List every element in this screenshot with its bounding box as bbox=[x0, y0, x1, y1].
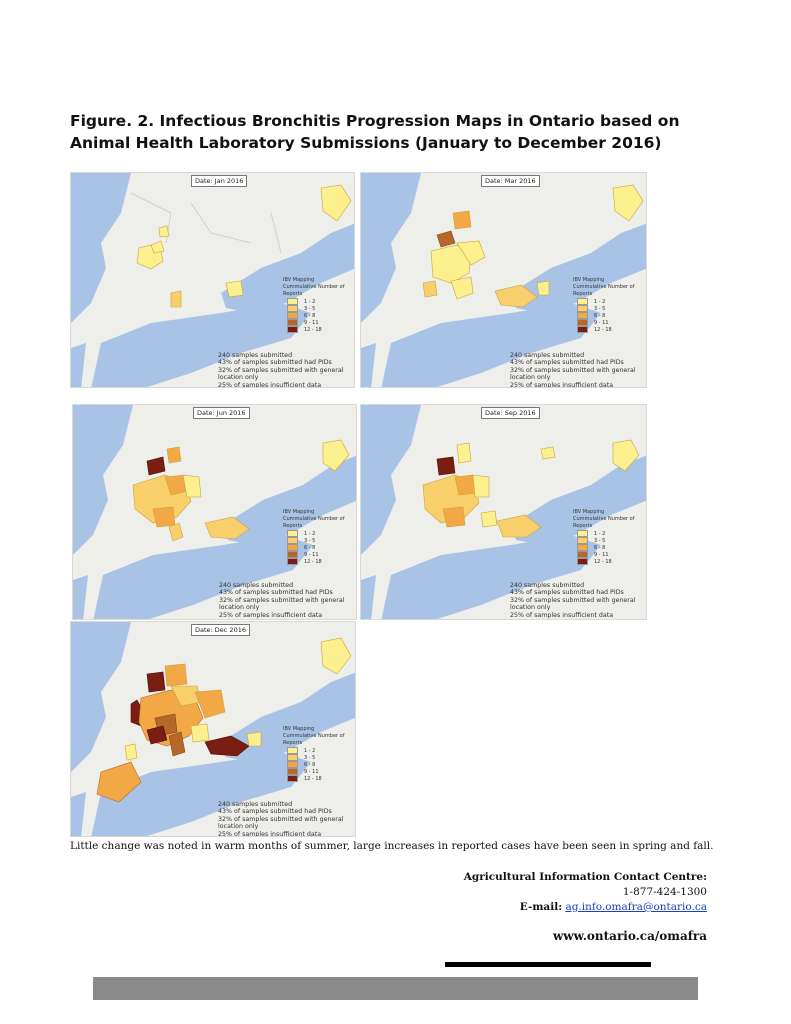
map-dec-2016 bbox=[70, 621, 356, 837]
stats-line: 25% of samples insufficient data bbox=[218, 381, 322, 388]
legend-class-label: 9 - 11 bbox=[304, 551, 319, 558]
legend-class-label: 6 - 8 bbox=[594, 312, 606, 319]
stats-line: 32% of samples submitted with general location only bbox=[510, 366, 636, 382]
legend-class-label: 9 - 11 bbox=[304, 768, 319, 775]
stats-line: 25% of samples insufficient data bbox=[510, 611, 614, 619]
map-date-label: Date: Jan 2016 bbox=[191, 175, 247, 187]
legend-title: IBV Mapping bbox=[573, 277, 605, 283]
legend-class-label: 1 - 2 bbox=[304, 298, 316, 305]
map-legend bbox=[283, 277, 354, 333]
stats-line: 240 samples submitted bbox=[219, 582, 294, 589]
legend-class-label: 6 - 8 bbox=[594, 544, 606, 551]
legend-class-label: 3 - 5 bbox=[304, 305, 316, 312]
map-date-label: Date: Sep 2016 bbox=[481, 407, 540, 419]
stats-line: 240 samples submitted bbox=[218, 801, 293, 808]
legend-class-label: 3 - 5 bbox=[594, 305, 606, 312]
legend-class-label: 12 - 18 bbox=[594, 326, 612, 333]
map-jun-2016 bbox=[72, 404, 357, 620]
contact-phone: 1-877-424-1300 bbox=[622, 886, 707, 898]
map-legend bbox=[573, 277, 646, 333]
map-stats bbox=[218, 352, 354, 388]
stats-line: 43% of samples submitted had PIDs bbox=[219, 589, 333, 597]
website-url: www.ontario.ca/omafra bbox=[552, 929, 707, 943]
map-legend bbox=[283, 726, 355, 782]
stats-line: 240 samples submitted bbox=[510, 352, 585, 359]
legend-class-label: 6 - 8 bbox=[304, 761, 316, 768]
stats-line: 25% of samples insufficient data bbox=[218, 830, 322, 837]
legend-class-label: 12 - 18 bbox=[304, 326, 322, 333]
figure-title: Figure. 2. Infectious Bronchitis Progression Maps in Ontario based on Animal Health Laboratory Submissions (January to December 2016) bbox=[70, 112, 680, 152]
legend-class-label: 3 - 5 bbox=[594, 537, 606, 544]
stats-line: 43% of samples submitted had PIDs bbox=[218, 808, 332, 816]
email-label: E-mail: bbox=[519, 901, 563, 913]
legend-subtitle: Cummulative Number of Reports bbox=[573, 284, 635, 297]
legend-class-label: 6 - 8 bbox=[304, 312, 316, 319]
legend-class-label: 3 - 5 bbox=[304, 754, 316, 761]
map-jan-2016 bbox=[70, 172, 355, 388]
map-legend bbox=[283, 509, 356, 565]
stats-line: 240 samples submitted bbox=[510, 582, 585, 589]
map-stats bbox=[219, 582, 356, 619]
stats-line: 43% of samples submitted had PIDs bbox=[218, 359, 332, 367]
map-stats bbox=[218, 801, 355, 837]
map-sep-2016 bbox=[360, 404, 647, 620]
legend-class-label: 9 - 11 bbox=[304, 319, 319, 326]
map-mar-2016 bbox=[360, 172, 647, 388]
stats-line: 43% of samples submitted had PIDs bbox=[510, 359, 624, 367]
stats-line: 240 samples submitted bbox=[218, 352, 293, 359]
legend-class-label: 9 - 11 bbox=[594, 319, 609, 326]
legend-title: IBV Mapping bbox=[283, 509, 315, 515]
legend-class-label: 1 - 2 bbox=[304, 747, 316, 754]
legend-class-label: 1 - 2 bbox=[304, 530, 316, 537]
legend-class-label: 12 - 18 bbox=[304, 775, 322, 782]
legend-title: IBV Mapping bbox=[283, 277, 315, 283]
map-stats bbox=[510, 352, 646, 388]
contact-heading: Agricultural Information Contact Centre: bbox=[463, 871, 707, 883]
stats-line: 25% of samples insufficient data bbox=[219, 611, 323, 619]
stats-line: 32% of samples submitted with general location only bbox=[510, 596, 636, 612]
map-stats bbox=[510, 582, 646, 619]
figure-caption: Little change was noted in warm months of summer, large increases in reported cases have been seen in spring and fall. bbox=[70, 840, 714, 852]
stats-line: 32% of samples submitted with general location only bbox=[218, 815, 344, 831]
legend-title: IBV Mapping bbox=[573, 509, 605, 515]
contact-block bbox=[464, 870, 707, 915]
email-link[interactable]: ag.info.omafra@ontario.ca bbox=[565, 901, 707, 913]
legend-subtitle: Cummulative Number of Reports bbox=[573, 516, 635, 529]
legend-class-label: 6 - 8 bbox=[304, 544, 316, 551]
legend-subtitle: Cummulative Number of Reports bbox=[283, 733, 345, 746]
legend-subtitle: Cummulative Number of Reports bbox=[283, 284, 345, 297]
legend-class-label: 12 - 18 bbox=[594, 558, 612, 565]
footer-divider bbox=[445, 962, 651, 967]
legend-title: IBV Mapping bbox=[283, 726, 315, 732]
stats-line: 43% of samples submitted had PIDs bbox=[510, 589, 624, 597]
legend-class-label: 9 - 11 bbox=[594, 551, 609, 558]
legend-class-label: 1 - 2 bbox=[594, 530, 606, 537]
legend-class-label: 1 - 2 bbox=[594, 298, 606, 305]
stats-line: 32% of samples submitted with general location only bbox=[218, 366, 344, 382]
map-date-label: Date: Jun 2016 bbox=[193, 407, 250, 419]
map-date-label: Date: Dec 2016 bbox=[191, 624, 250, 636]
footer-band bbox=[93, 977, 698, 1000]
legend-class-label: 3 - 5 bbox=[304, 537, 316, 544]
map-date-label: Date: Mar 2016 bbox=[481, 175, 540, 187]
legend-subtitle: Cummulative Number of Reports bbox=[283, 516, 345, 529]
map-legend bbox=[573, 509, 646, 565]
stats-line: 32% of samples submitted with general location only bbox=[219, 596, 345, 612]
stats-line: 25% of samples insufficient data bbox=[510, 381, 614, 388]
legend-class-label: 12 - 18 bbox=[304, 558, 322, 565]
